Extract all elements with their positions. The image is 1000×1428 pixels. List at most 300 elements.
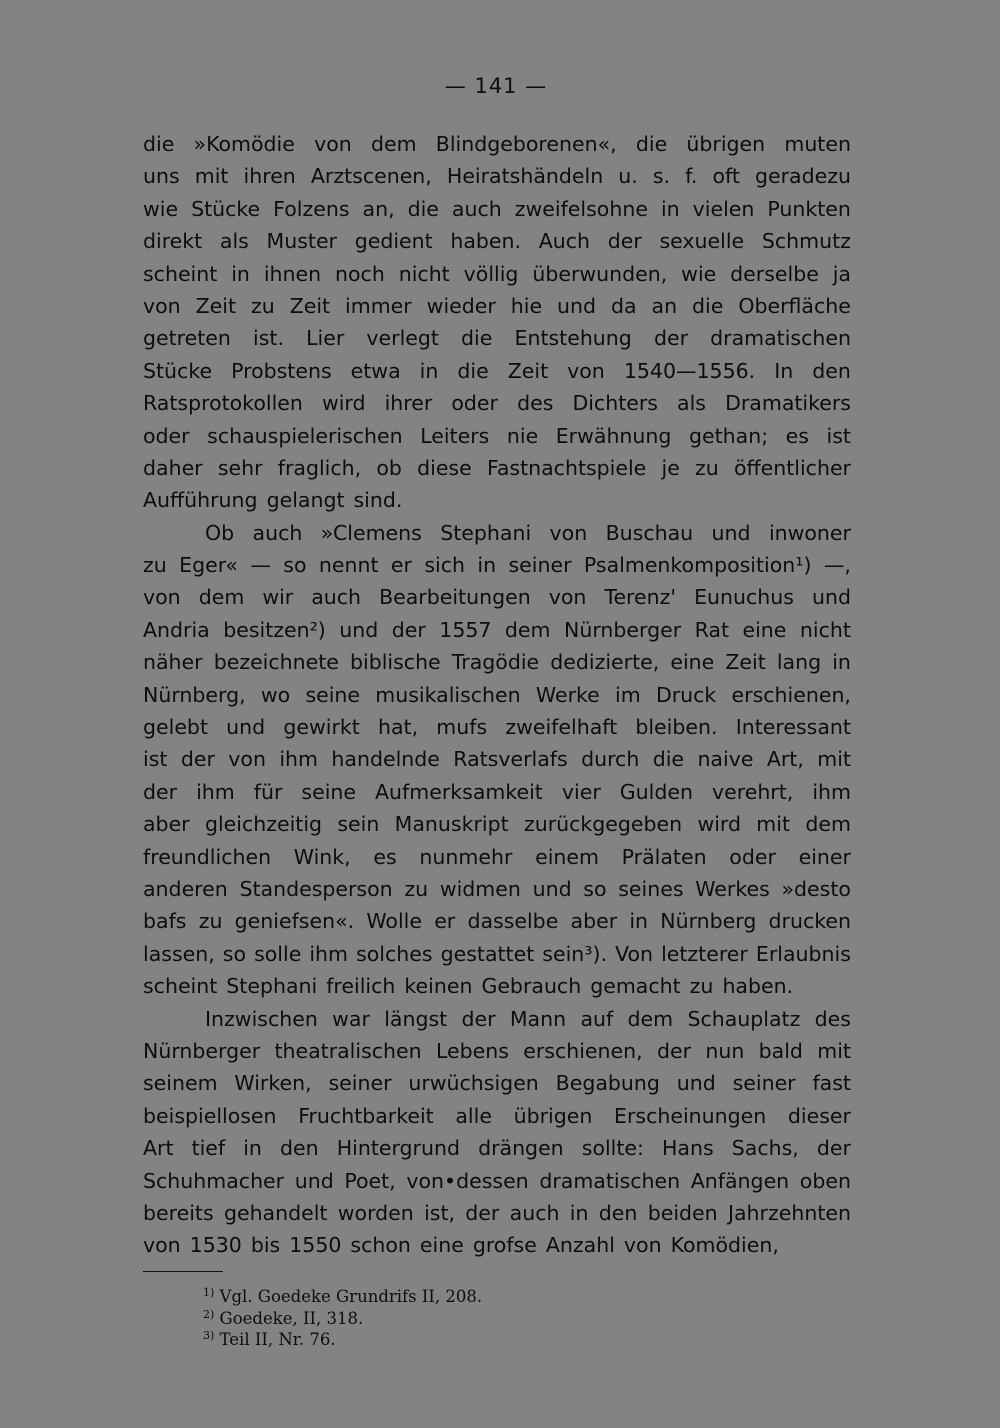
word: und xyxy=(294,1168,334,1193)
word: Leiters xyxy=(420,423,490,448)
word: Probstens xyxy=(231,358,332,383)
word: nun xyxy=(705,1038,745,1063)
word: Werkes xyxy=(695,876,770,901)
word: der xyxy=(656,1038,692,1063)
word: wie xyxy=(143,196,179,221)
word: gleichzeitig xyxy=(204,812,323,837)
word: Schmutz xyxy=(761,229,851,254)
word: Erwähnung xyxy=(555,423,672,448)
word: getreten xyxy=(143,326,231,351)
word: seinem xyxy=(143,1071,218,1096)
word: eine xyxy=(419,1233,464,1258)
word: Lebens xyxy=(435,1038,509,1063)
word: solle xyxy=(254,941,302,966)
text-line xyxy=(143,484,851,516)
page-number: — 141 — xyxy=(444,74,548,98)
word: von xyxy=(314,132,352,156)
word: handelnde xyxy=(331,747,440,772)
word: ja xyxy=(832,261,851,286)
word: zurückgegeben xyxy=(523,812,683,837)
text-line xyxy=(143,128,851,160)
word: direkt xyxy=(143,229,203,254)
text-line xyxy=(143,841,851,873)
word: Begabung xyxy=(555,1071,660,1096)
text-line xyxy=(143,646,851,678)
word: hat, xyxy=(377,715,419,740)
word: Fruchtbarkeit xyxy=(298,1103,434,1128)
word: in xyxy=(419,358,439,383)
word: in xyxy=(832,650,851,675)
word: die xyxy=(143,132,175,156)
word: ob xyxy=(376,455,402,480)
word: auch xyxy=(311,585,362,610)
word: zu xyxy=(143,553,167,578)
word: war xyxy=(332,1006,370,1031)
word: oben xyxy=(799,1168,851,1193)
word: Eger« xyxy=(179,553,238,578)
word: widmen xyxy=(439,876,521,901)
word: Ratsverlafs xyxy=(453,747,568,772)
word: Nürnberger xyxy=(564,617,682,642)
word: aber xyxy=(143,812,190,837)
word: nunmehr xyxy=(419,844,513,869)
word: Mann xyxy=(509,1006,567,1031)
word: scheint xyxy=(143,261,218,286)
word: oder xyxy=(451,391,498,416)
word: seiner xyxy=(328,1071,392,1096)
word: mit xyxy=(817,747,851,772)
word: Dramatikers xyxy=(725,391,851,416)
word: Gebrauch xyxy=(481,974,582,999)
word: dramatischen xyxy=(710,326,851,351)
word: sehr xyxy=(217,455,263,480)
word: geradezu xyxy=(755,164,851,189)
word: der xyxy=(465,1200,500,1225)
word: Komödien, xyxy=(670,1233,779,1258)
word: s. xyxy=(652,164,671,189)
word: freilich xyxy=(326,974,396,999)
word: wie xyxy=(681,261,717,286)
text-line xyxy=(143,873,851,905)
word: auch xyxy=(451,196,502,221)
text-line xyxy=(143,1067,851,1099)
word: den xyxy=(280,1136,319,1161)
word: »Clemens xyxy=(320,520,422,545)
word: ihrer xyxy=(384,391,433,416)
word: bafs xyxy=(143,909,187,934)
word: Nürnberg, xyxy=(143,682,246,707)
word: keinen xyxy=(404,974,473,999)
word: Buschau xyxy=(605,520,694,545)
text-line xyxy=(143,581,851,613)
text-line xyxy=(143,970,851,1002)
word: eine xyxy=(742,617,787,642)
word: tief xyxy=(191,1136,226,1161)
word: seiner xyxy=(732,1071,796,1096)
word: nicht xyxy=(398,261,450,286)
word: erschienen, xyxy=(523,1038,643,1063)
footnote-mark: 3) xyxy=(203,1329,215,1342)
word: Rat xyxy=(694,617,730,642)
word: Terenz' xyxy=(604,585,677,610)
word: an, xyxy=(362,196,395,221)
word: gethan; xyxy=(688,423,769,448)
word: als xyxy=(219,229,249,254)
word: gestattet xyxy=(440,941,535,966)
word: als xyxy=(677,391,706,416)
word: Zeit xyxy=(195,293,237,318)
word: verlegt xyxy=(366,326,439,351)
word: und xyxy=(557,293,597,318)
word: dem xyxy=(504,617,551,642)
word: verehrt, xyxy=(711,779,794,804)
word: haben. xyxy=(450,229,522,254)
text-line xyxy=(143,258,851,290)
word: sind. xyxy=(353,488,403,513)
word: und xyxy=(339,617,379,642)
word: schon xyxy=(350,1233,411,1258)
word: bleiben. xyxy=(635,715,718,740)
word: zu xyxy=(695,455,719,480)
word: »desto xyxy=(781,876,851,901)
word: Oberfläche xyxy=(738,293,851,318)
body-text xyxy=(143,128,851,1262)
word: Heiratshändeln xyxy=(446,164,604,189)
word: gelebt xyxy=(143,715,208,740)
word: den xyxy=(812,358,851,383)
word: mit xyxy=(817,1038,851,1063)
footnote-mark: 1) xyxy=(203,1286,215,1299)
word: Wink, xyxy=(293,844,351,869)
text-line xyxy=(143,905,851,937)
footnote xyxy=(203,1308,482,1330)
word: inwoner xyxy=(768,520,851,545)
word: oder xyxy=(143,423,190,448)
word: die xyxy=(407,196,439,221)
word: besitzen²) xyxy=(223,617,326,642)
word: anderen xyxy=(143,876,228,901)
text-line xyxy=(143,1165,851,1197)
word: Sachs, xyxy=(731,1136,799,1161)
word: lassen, xyxy=(143,941,215,966)
text-line xyxy=(143,808,851,840)
word: dieser xyxy=(787,1103,851,1128)
word: nicht xyxy=(799,617,851,642)
word: die xyxy=(635,132,668,156)
footnote-mark: 2) xyxy=(203,1307,215,1321)
word: so xyxy=(283,553,307,578)
word: solches xyxy=(356,941,433,966)
word: zweifelsohne xyxy=(514,196,648,221)
word: Aufführung xyxy=(143,488,258,513)
word: haben. xyxy=(722,974,794,999)
word: ihm xyxy=(196,779,235,804)
word: »Komödie xyxy=(193,132,295,156)
text-line xyxy=(143,517,851,549)
word: Interessant xyxy=(735,715,851,740)
footnote-divider xyxy=(143,1271,223,1272)
word: letzterer xyxy=(661,941,748,966)
text-line xyxy=(143,387,851,419)
word: 1530 xyxy=(189,1233,242,1258)
word: nennt xyxy=(318,553,379,578)
word: Hintergrund xyxy=(336,1136,460,1161)
word: auch xyxy=(509,1200,560,1225)
paragraph xyxy=(143,517,851,1003)
word: und xyxy=(226,715,266,740)
text-line xyxy=(143,452,851,484)
word: Arztscenen, xyxy=(310,164,432,189)
word: Zeit xyxy=(289,293,331,318)
word: Gulden xyxy=(619,779,693,804)
word: naive xyxy=(697,747,754,772)
text-line xyxy=(143,1035,851,1067)
footnote-text: Goedeke, II, 318. xyxy=(219,1308,364,1328)
word: freundlichen xyxy=(143,844,272,869)
text-line xyxy=(143,711,851,743)
word: erschienen, xyxy=(731,682,851,707)
text-line xyxy=(143,938,851,970)
word: im xyxy=(615,682,641,707)
word: in xyxy=(231,261,250,286)
word: dem xyxy=(198,585,245,610)
word: vielen xyxy=(692,196,755,221)
word: der xyxy=(461,1006,496,1031)
word: an xyxy=(651,293,678,318)
word: daher xyxy=(143,455,203,480)
word: Druck xyxy=(655,682,717,707)
word: immer xyxy=(345,293,412,318)
text-line xyxy=(143,1132,851,1164)
word: seine xyxy=(301,779,357,804)
word: so xyxy=(583,876,607,901)
word: 1550 xyxy=(289,1233,342,1258)
word: oft xyxy=(712,164,740,189)
word: der xyxy=(180,747,215,772)
paragraph xyxy=(143,128,851,517)
word: von xyxy=(549,520,588,545)
word: seiner xyxy=(508,553,572,578)
word: Stücke xyxy=(191,196,261,221)
word: einem xyxy=(535,844,599,869)
word: ihren xyxy=(243,164,296,189)
word: von xyxy=(548,585,587,610)
word: alle xyxy=(455,1103,492,1128)
word: biblische xyxy=(350,650,441,675)
word: überwunden, xyxy=(532,261,668,286)
word: ist xyxy=(143,747,168,772)
word: worden xyxy=(337,1200,414,1225)
word: bezeichnete xyxy=(213,650,339,675)
word: und xyxy=(676,1071,716,1096)
word: Auch xyxy=(538,229,591,254)
word: Art, xyxy=(766,747,804,772)
word: des xyxy=(517,391,554,416)
word: Von xyxy=(615,941,654,966)
word: übrigen xyxy=(513,1103,593,1128)
word: mit xyxy=(756,812,790,837)
word: Psalmenkomposition¹) xyxy=(583,553,812,578)
word: von xyxy=(143,293,181,318)
word: Manuskript xyxy=(394,812,509,837)
word: theatralischen xyxy=(274,1038,422,1063)
word: Schuhmacher xyxy=(143,1168,285,1193)
word: der xyxy=(391,617,426,642)
word: Jahrzehnten xyxy=(727,1200,851,1225)
footnote-text: Teil II, Nr. 76. xyxy=(219,1330,336,1349)
word: seine xyxy=(305,682,361,707)
word: die xyxy=(652,747,685,772)
word: Dichters xyxy=(572,391,658,416)
word: scheint xyxy=(143,974,218,999)
word: f. xyxy=(685,164,698,189)
word: 1557 xyxy=(439,617,492,642)
word: sein³). xyxy=(542,941,608,966)
word: — xyxy=(250,553,271,578)
word: bereits xyxy=(143,1200,214,1225)
word: Muster xyxy=(266,229,337,254)
text-line xyxy=(143,193,851,225)
word: zu xyxy=(689,974,714,999)
word: Tragödie xyxy=(451,650,540,675)
word: Blindgeborenen«, xyxy=(435,132,617,156)
word: Wolle xyxy=(366,909,422,934)
text-line xyxy=(143,1229,851,1261)
word: musikalischen xyxy=(375,682,521,707)
word: wir xyxy=(262,585,294,610)
word: Folzens xyxy=(273,196,350,221)
word: Poet, xyxy=(344,1168,396,1193)
word: geniefsen«. xyxy=(234,909,355,934)
word: fraglich, xyxy=(277,455,362,480)
text-line xyxy=(143,614,851,646)
word: auf xyxy=(580,1006,614,1031)
word: uns xyxy=(143,164,180,189)
word: es xyxy=(373,844,397,869)
word: sollte: xyxy=(581,1136,644,1161)
word: bald xyxy=(758,1038,803,1063)
word: in xyxy=(477,553,497,578)
word: die xyxy=(457,358,489,383)
word: Hans xyxy=(662,1136,714,1161)
text-line xyxy=(143,420,851,452)
word: der xyxy=(143,779,178,804)
word: grofse xyxy=(472,1233,537,1258)
text-line xyxy=(143,1003,851,1035)
text-line xyxy=(143,1100,851,1132)
word: von xyxy=(567,358,605,383)
word: ihm xyxy=(812,779,851,804)
word: und xyxy=(811,585,851,610)
word: sein xyxy=(337,812,380,837)
word: nie xyxy=(506,423,539,448)
word: der xyxy=(607,229,642,254)
word: den xyxy=(598,1200,638,1225)
word: Werke xyxy=(535,682,600,707)
word: der xyxy=(653,326,688,351)
word: Ratsprotokollen xyxy=(143,391,303,416)
word: In xyxy=(774,358,794,383)
text-line xyxy=(143,776,851,808)
text-line xyxy=(143,679,851,711)
footnote xyxy=(203,1329,482,1351)
word: Nürnberg xyxy=(660,909,757,934)
word: von xyxy=(143,585,181,610)
word: Art xyxy=(143,1136,174,1161)
word: Wirken, xyxy=(234,1071,312,1096)
word: Anfängen xyxy=(690,1168,790,1193)
word: Zeit xyxy=(507,358,549,383)
word: noch xyxy=(335,261,385,286)
word: sich xyxy=(424,553,465,578)
word: öffentlicher xyxy=(733,455,851,480)
word: gehandelt xyxy=(223,1200,328,1225)
word: Punkten xyxy=(767,196,851,221)
word: Zeit xyxy=(725,650,766,675)
text-line xyxy=(143,322,851,354)
word: drängen xyxy=(478,1136,564,1161)
word: beiden xyxy=(647,1200,718,1225)
word: es xyxy=(785,423,809,448)
word: dramatischen xyxy=(539,1168,681,1193)
word: Erscheinungen xyxy=(614,1103,767,1128)
word: oder xyxy=(729,844,776,869)
word: u. xyxy=(618,164,638,189)
word: zu xyxy=(198,909,223,934)
word: ist xyxy=(826,423,851,448)
word: ist, xyxy=(424,1200,455,1225)
paragraph xyxy=(143,1003,851,1262)
word: eine xyxy=(670,650,715,675)
word: diese xyxy=(417,455,472,480)
word: Standesperson xyxy=(239,876,393,901)
word: übrigen xyxy=(686,132,766,156)
word: dasselbe xyxy=(467,909,559,934)
word: in xyxy=(569,1200,589,1225)
word: längst xyxy=(384,1006,448,1031)
word: gewirkt xyxy=(283,715,360,740)
word: dem xyxy=(627,1006,674,1031)
word: wieder xyxy=(426,293,496,318)
word: Inzwischen xyxy=(205,1006,318,1031)
word: sexuelle xyxy=(659,229,745,254)
word: von xyxy=(228,747,266,772)
word: je xyxy=(661,455,680,480)
word: Prälaten xyxy=(621,844,707,869)
word: so xyxy=(222,941,247,966)
word: lang xyxy=(776,650,822,675)
word: er xyxy=(390,553,412,578)
word: und xyxy=(532,876,572,901)
word: muten xyxy=(784,132,851,156)
word: mufs xyxy=(436,715,488,740)
word: wird xyxy=(321,391,366,416)
word: fast xyxy=(812,1071,851,1096)
word: gedient xyxy=(354,229,433,254)
word: aber xyxy=(570,909,618,934)
word: etwa xyxy=(350,358,401,383)
footnote-text: Vgl. Goedeke Grundrifs II, 208. xyxy=(219,1287,483,1306)
word: Stephani xyxy=(226,974,318,999)
word: dedizierte, xyxy=(550,650,660,675)
word: drucken xyxy=(768,909,851,934)
word: Erlaubnis xyxy=(755,941,851,966)
word: des xyxy=(814,1006,851,1031)
word: gemacht xyxy=(590,974,681,999)
word: Andria xyxy=(143,617,210,642)
word: einer xyxy=(798,844,851,869)
word: Aufmerksamkeit xyxy=(375,779,543,804)
